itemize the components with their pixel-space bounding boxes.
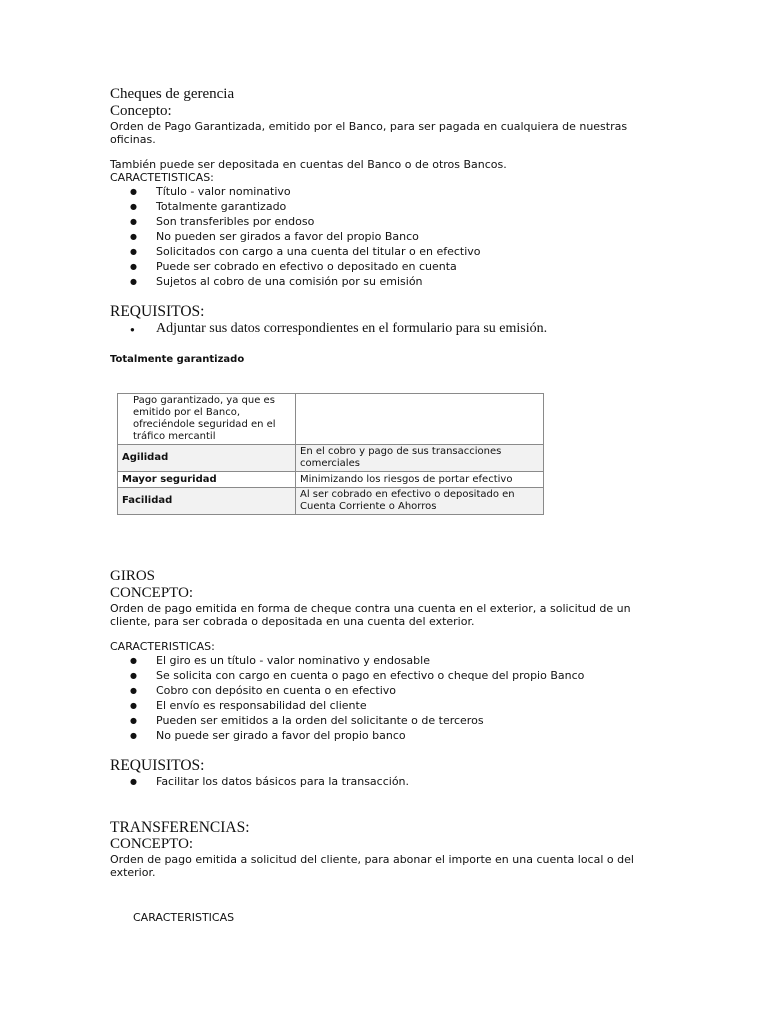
cheques-concepto-label: Concepto: (110, 103, 172, 119)
list-item: ● Son transferibles por endoso (110, 214, 650, 229)
transferencias-section (110, 819, 650, 879)
cheques-caracteristicas-label: CARACTETISTICAS: (110, 171, 214, 184)
giros-concepto-label: CONCEPTO: (110, 585, 194, 601)
list-item: ● Pueden ser emitidos a la orden del solicitante o de terceros (110, 713, 650, 728)
giros-requisitos-label: REQUISITOS: (110, 757, 205, 774)
list-item: ● Puede ser cobrado en efectivo o depositado en cuenta (110, 259, 650, 274)
cheques-requisitos-label: REQUISITOS: (110, 303, 205, 320)
cheques-requisitos-list (110, 320, 650, 337)
table-cell: Mayor seguridad (118, 472, 296, 488)
table-cell: Facilidad (118, 488, 296, 515)
garantizado-heading: Totalmente garantizado (110, 354, 245, 365)
giros-caracteristicas-list (110, 653, 650, 743)
table-cell (296, 394, 544, 445)
table-cell: Al ser cobrado en efectivo o depositado en Cuenta Corriente o Ahorros (296, 488, 544, 515)
giros-requisitos-list (110, 774, 650, 789)
list-item: ● Se solicita con cargo en cuenta o pago en efectivo o cheque del propio Banco (110, 668, 650, 683)
list-item: ● Cobro con depósito en cuenta o en efectivo (110, 683, 650, 698)
list-item: ● El envío es responsabilidad del cliente (110, 698, 650, 713)
list-item: ● Sujetos al cobro de una comisión por su emisión (110, 274, 650, 289)
cheques-requisitos-section (110, 303, 650, 337)
giros-section (110, 568, 650, 743)
table-row (118, 488, 544, 515)
giros-title: GIROS (110, 568, 156, 584)
list-item: ● No pueden ser girados a favor del propio Banco (110, 229, 650, 244)
features-table (117, 393, 544, 515)
cheques-section (110, 86, 650, 289)
giros-caracteristicas-label: CARACTERISTICAS: (110, 640, 215, 653)
table-row (118, 472, 544, 488)
list-item: ● No puede ser girado a favor del propio banco (110, 728, 650, 743)
cheques-concepto-text: Orden de Pago Garantizada, emitido por el Banco, para ser pagada en cualquiera de nuestras oficinas. (110, 120, 628, 146)
table-row (118, 394, 544, 445)
list-item: ● Facilitar los datos básicos para la transacción. (110, 774, 650, 789)
table-row (118, 445, 544, 472)
transferencias-concepto-label: CONCEPTO: (110, 836, 194, 852)
cheques-caracteristicas-list (110, 184, 650, 289)
table-cell: Pago garantizado, ya que es emitido por el Banco, ofreciéndole seguridad en el tráfico mercantil (118, 394, 296, 445)
transferencias-concepto-text: Orden de pago emitida a solicitud del cliente, para abonar el importe en una cuenta local o del exterior. (110, 853, 634, 879)
list-item: ● Adjuntar sus datos correspondientes en el formulario para su emisión. (110, 320, 650, 337)
table-cell: Agilidad (118, 445, 296, 472)
list-item: ● Solicitados con cargo a una cuenta del titular o en efectivo (110, 244, 650, 259)
table-cell: En el cobro y pago de sus transacciones comerciales (296, 445, 544, 472)
cheques-deposit-text: También puede ser depositada en cuentas del Banco o de otros Bancos. (110, 158, 507, 171)
cheques-title: Cheques de gerencia (110, 86, 235, 102)
list-item: ● El giro es un título - valor nominativo y endosable (110, 653, 650, 668)
list-item: ● Título - valor nominativo (110, 184, 650, 199)
transferencias-title: TRANSFERENCIAS: (110, 819, 250, 836)
list-item: ● Totalmente garantizado (110, 199, 650, 214)
giros-requisitos-section (110, 757, 650, 789)
transferencias-caracteristicas-label: CARACTERISTICAS (133, 911, 235, 924)
table-cell: Minimizando los riesgos de portar efectivo (296, 472, 544, 488)
giros-concepto-text: Orden de pago emitida en forma de cheque contra una cuenta en el exterior, a solicitud de un cliente, para ser cobrada o depositada en una cuenta del exterior. (110, 602, 631, 628)
